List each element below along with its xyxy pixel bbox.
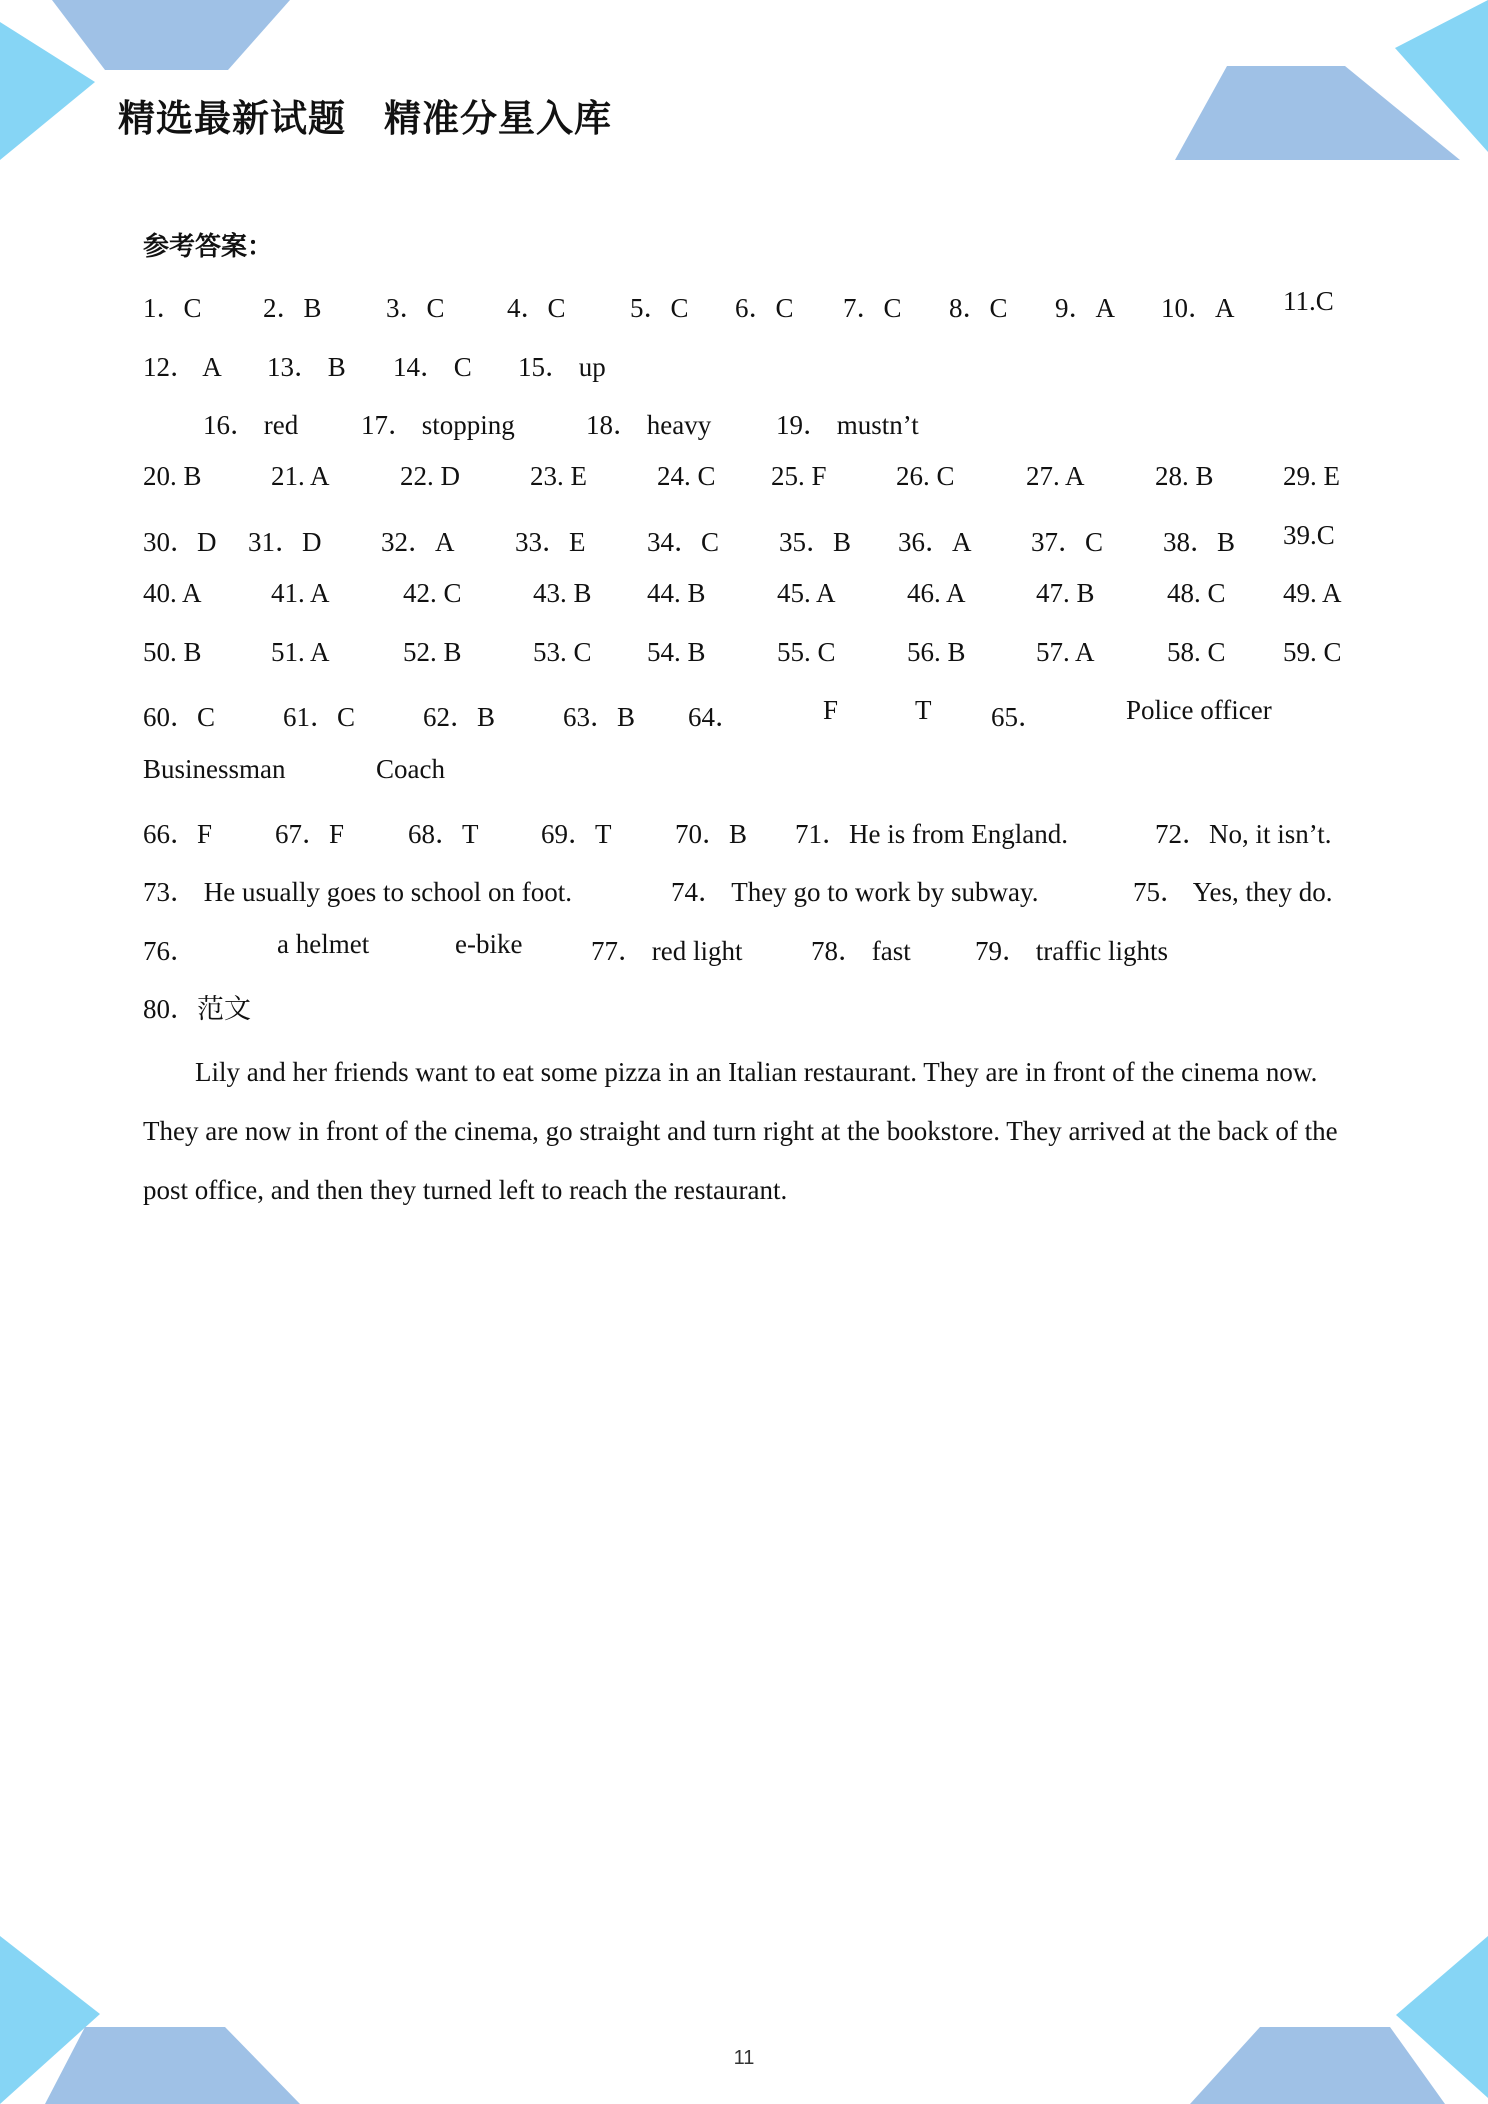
model-essay xyxy=(143,1043,1353,1220)
answer-item: 74． They go to work by subway. xyxy=(671,877,1039,907)
answer-item: 23. E xyxy=(530,461,587,491)
answer-item: 14． C xyxy=(393,352,472,382)
answer-item: 49. A xyxy=(1283,578,1342,608)
answer-item: F xyxy=(823,695,839,725)
answer-item: 35．B xyxy=(779,527,852,557)
answer-item: 2．B xyxy=(263,293,322,323)
answer-line xyxy=(143,870,1353,910)
answer-item: Businessman xyxy=(143,754,286,784)
answer-line xyxy=(143,403,1353,443)
top-left-triangle xyxy=(0,22,95,160)
answer-line xyxy=(143,286,1353,326)
answer-item: 62．B xyxy=(423,702,496,732)
answer-item: 76． xyxy=(143,936,197,966)
answer-item: 20. B xyxy=(143,461,202,491)
answer-line xyxy=(143,987,1353,1027)
answer-item: 69．T xyxy=(541,819,612,849)
answer-item: 1．C xyxy=(143,293,202,323)
answer-line xyxy=(143,754,1353,794)
answer-item: 29. E xyxy=(1283,461,1340,491)
answer-item: 19． mustn’t xyxy=(776,410,919,440)
answer-item: 47. B xyxy=(1036,578,1095,608)
answer-line xyxy=(143,345,1353,385)
answer-item: 41. A xyxy=(271,578,330,608)
answer-item: 6．C xyxy=(735,293,794,323)
answer-item: 9．A xyxy=(1055,293,1115,323)
answer-line xyxy=(143,812,1353,852)
answer-item: 70．B xyxy=(675,819,748,849)
header-title: 精选最新试题 精准分星入库 xyxy=(118,97,612,140)
answer-item: 60．C xyxy=(143,702,216,732)
answer-item: 68．T xyxy=(408,819,479,849)
answer-item: 40. A xyxy=(143,578,202,608)
answer-line xyxy=(143,929,1353,969)
answer-item: 63．B xyxy=(563,702,636,732)
answer-item: 66．F xyxy=(143,819,213,849)
answer-item: 12． A xyxy=(143,352,222,382)
answer-item: 45. A xyxy=(777,578,836,608)
answer-item: 46. A xyxy=(907,578,966,608)
answer-item: 50. B xyxy=(143,637,202,667)
answer-item: 5．C xyxy=(630,293,689,323)
answer-item: 27. A xyxy=(1026,461,1085,491)
answer-item: 4．C xyxy=(507,293,566,323)
answer-item: 26. C xyxy=(896,461,955,491)
answer-item: T xyxy=(915,695,932,725)
answer-item: 67．F xyxy=(275,819,345,849)
answer-item: 79． traffic lights xyxy=(975,936,1168,966)
answer-item: 15． up xyxy=(518,352,606,382)
answer-item: 61．C xyxy=(283,702,356,732)
answer-item: 36．A xyxy=(898,527,972,557)
answer-item: 71．He is from England. xyxy=(795,819,1068,849)
answer-item: Coach xyxy=(376,754,445,784)
answer-item: 32．A xyxy=(381,527,455,557)
answer-item: 52. B xyxy=(403,637,462,667)
answer-item: 24. C xyxy=(657,461,716,491)
answer-line xyxy=(143,578,1353,618)
answer-item: 51. A xyxy=(271,637,330,667)
answer-item: 44. B xyxy=(647,578,706,608)
answer-item: 8．C xyxy=(949,293,1008,323)
answer-item: 39.C xyxy=(1283,520,1335,550)
answer-item: 42. C xyxy=(403,578,462,608)
answer-item: 28. B xyxy=(1155,461,1214,491)
answer-item: 7．C xyxy=(843,293,902,323)
answer-item: 77． red light xyxy=(591,936,743,966)
answer-item: 25. F xyxy=(771,461,827,491)
answer-item: 55. C xyxy=(777,637,836,667)
page-number: 11 xyxy=(733,2047,755,2069)
answer-item: 34．C xyxy=(647,527,720,557)
answer-item: 10．A xyxy=(1161,293,1235,323)
answer-item: 43. B xyxy=(533,578,592,608)
answer-item: 72．No, it isn’t. xyxy=(1155,819,1332,849)
answer-item: 13． B xyxy=(267,352,346,382)
answer-item: 78． fast xyxy=(811,936,911,966)
answer-item: 11.C xyxy=(1283,286,1334,316)
answer-item: 33．E xyxy=(515,527,586,557)
answer-item: e-bike xyxy=(455,929,523,959)
answer-item: 48. C xyxy=(1167,578,1226,608)
answer-line xyxy=(143,637,1353,677)
answer-item: 18． heavy xyxy=(586,410,712,440)
answer-item: 75． Yes, they do. xyxy=(1133,877,1333,907)
answer-item: 30．D xyxy=(143,527,217,557)
answer-item: Police officer xyxy=(1126,695,1272,725)
answer-item: 21. A xyxy=(271,461,330,491)
answer-line xyxy=(143,461,1353,501)
answer-item: 65． xyxy=(991,702,1045,732)
answer-item: 3．C xyxy=(386,293,445,323)
answer-item: 16． red xyxy=(203,410,299,440)
answer-item: 73． He usually goes to school on foot. xyxy=(143,877,572,907)
answer-item: 54. B xyxy=(647,637,706,667)
answer-item: 57. A xyxy=(1036,637,1095,667)
answer-item: 22. D xyxy=(400,461,460,491)
answer-item: 64． xyxy=(688,702,742,732)
answer-item: 58. C xyxy=(1167,637,1226,667)
answer-item: 80．范文 xyxy=(143,994,251,1024)
answer-item: 37．C xyxy=(1031,527,1104,557)
top-right-trapezoid xyxy=(1175,66,1460,160)
answer-item: a helmet xyxy=(277,929,370,959)
answer-line xyxy=(143,695,1353,735)
essay-text: Lily and her friends want to eat some pizza in an Italian restaurant. They are in front of the cinema now. They are now in front of the cinema, go straight and turn right at the bookstore. They arrived at the back of the post office, and then they turned left to reach the restaurant. xyxy=(143,1057,1338,1205)
top-left-trapezoid xyxy=(52,0,290,70)
answer-item: 38．B xyxy=(1163,527,1236,557)
section-title: 参考答案： xyxy=(143,232,274,262)
answer-item: 56. B xyxy=(907,637,966,667)
answer-item: 31．D xyxy=(248,527,322,557)
answer-item: 59. C xyxy=(1283,637,1342,667)
answer-line xyxy=(143,520,1353,560)
answer-item: 17． stopping xyxy=(361,410,515,440)
answer-item: 53. C xyxy=(533,637,592,667)
